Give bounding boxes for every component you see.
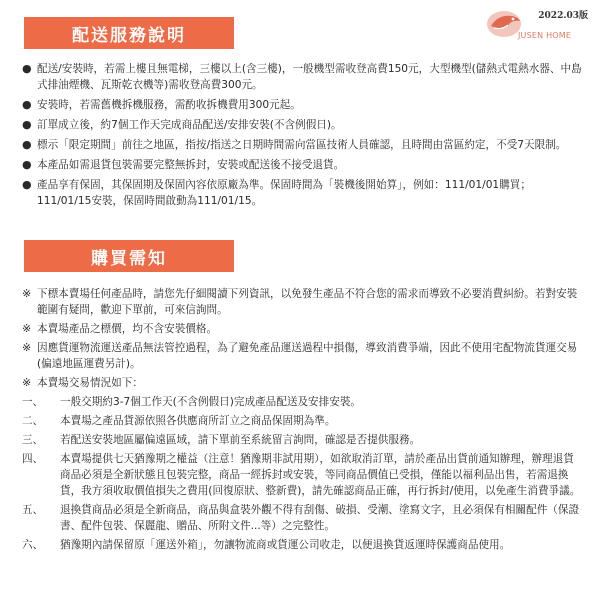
list-item	[22, 137, 582, 153]
rule-text: 本賣場提供七天猶豫期之權益（注意！猶豫期非試用期），如欲取消訂單，請於產品出貨前通知辦理，辦理退貨商品必須是全新狀態且包裝完整，商品一經拆封或安裝，等同商品價值已受損，僅能以福利品出售，若需退換貨，我方須收取價值損失之費用(回復原狀、整新費)，請先確認商品正確，再行拆封/使用，以免產生消費爭議。	[60, 453, 581, 497]
list-item-text: 訂單成立後，約7個工作天完成商品配送/安排安裝(不含例假日)。	[37, 119, 342, 131]
list-item-text: 本產品如需退貨包裝需要完整無拆封，安裝或配送後不接受退貨。	[37, 159, 345, 171]
bullet: ●	[22, 98, 32, 111]
note-text: 下標本賣場任何產品時，請您先仔細閱讀下列資訊，以免發生產品不符合您的需求而導致不必要消費糾紛。若對安裝範圍有疑問，歡迎下單前，可來信詢問。	[37, 288, 578, 316]
delivery-title: 配送服務說明	[24, 17, 234, 49]
bullet: ●	[22, 178, 32, 191]
bullet: ●	[22, 138, 32, 151]
list-item-text: 產品享有保固，其保固期及保固內容依原廠為準。保固時間為「裝機後開始算」，例如：111/01/01購買；111/01/15安裝，保固時間啟動為111/01/15。	[37, 179, 531, 207]
edition-date: 2022.03版	[538, 11, 588, 21]
delivery-list	[22, 61, 582, 213]
rule-item	[22, 537, 582, 553]
purchase-list	[22, 286, 582, 556]
note-item	[22, 321, 582, 337]
list-item-text: 標示「限定期間」前往之地區，指按/指送之日期時間需向當區技術人員確認，且時間由當區約定，不受7天限制。	[37, 139, 567, 151]
brand-logo	[478, 6, 598, 46]
list-item-text: 安裝時，若需舊機拆機服務，需酌收拆機費用300元起。	[37, 99, 301, 111]
note-item	[22, 375, 582, 391]
rule-item	[22, 413, 582, 429]
note-text: 因應貨運物流運送產品無法管控過程，為了避免產品運送過程中損傷，導致消費爭端，因此不使用宅配物流貨運交易(偏遠地區運費另計)。	[37, 342, 578, 370]
list-item	[22, 117, 582, 133]
list-item	[22, 177, 582, 209]
rule-text: 若配送安裝地區屬偏遠區域，請下單前至系統留言詢問，確認是否提供服務。	[60, 434, 421, 446]
note-item	[22, 286, 582, 318]
brand-name: JUSEN HOME	[518, 31, 572, 40]
note-mark: ※	[22, 287, 32, 300]
rule-text: 一般交期約3-7個工作天(不含例假日)完成產品配送及安排安裝。	[60, 396, 362, 408]
rule-text: 本賣場之產品貨源依照各供應商所訂立之商品保固期為準。	[60, 415, 336, 427]
note-mark: ※	[22, 376, 32, 389]
rule-number: 三、	[22, 434, 44, 446]
rule-text: 退換貨商品必須是全新商品，商品與盒裝外觀不得有刮傷、破損、受潮、塗寫文字，且必須保有相關配件（保證書、配件包裝、保麗龍、贈品、所附文件...等）之完整性。	[60, 504, 580, 532]
list-item-text: 配送/安裝時，若需上樓且無電梯，三樓以上(含三樓)，一般機型需收登高費150元，大型機型(儲熱式電熱水器、中島式排油煙機、瓦斯乾衣機等)需收登高費300元。	[37, 63, 582, 91]
rule-item	[22, 451, 582, 499]
note-text: 本賣場交易情況如下：	[37, 377, 143, 389]
note-item	[22, 340, 582, 372]
note-mark: ※	[22, 341, 32, 354]
bullet: ●	[22, 62, 32, 75]
note-text: 本賣場產品之標價，均不含安裝價格。	[37, 323, 218, 335]
rule-number: 四、	[22, 453, 44, 465]
rule-number: 六、	[22, 539, 44, 551]
bullet: ●	[22, 118, 32, 131]
rule-number: 二、	[22, 415, 44, 427]
bullet: ●	[22, 158, 32, 171]
purchase-title: 購買需知	[24, 240, 234, 272]
rule-text: 猶豫期內請保留原「運送外箱」，勿讓物流商或貨運公司收走，以便退換貨返運時保護商品使用。	[60, 539, 511, 551]
note-mark: ※	[22, 322, 32, 335]
list-item	[22, 61, 582, 93]
rule-item	[22, 432, 582, 448]
rule-item	[22, 502, 582, 534]
rule-number: 五、	[22, 504, 44, 516]
rule-item	[22, 394, 582, 410]
list-item	[22, 97, 582, 113]
rule-number: 一、	[22, 396, 44, 408]
list-item	[22, 157, 582, 173]
